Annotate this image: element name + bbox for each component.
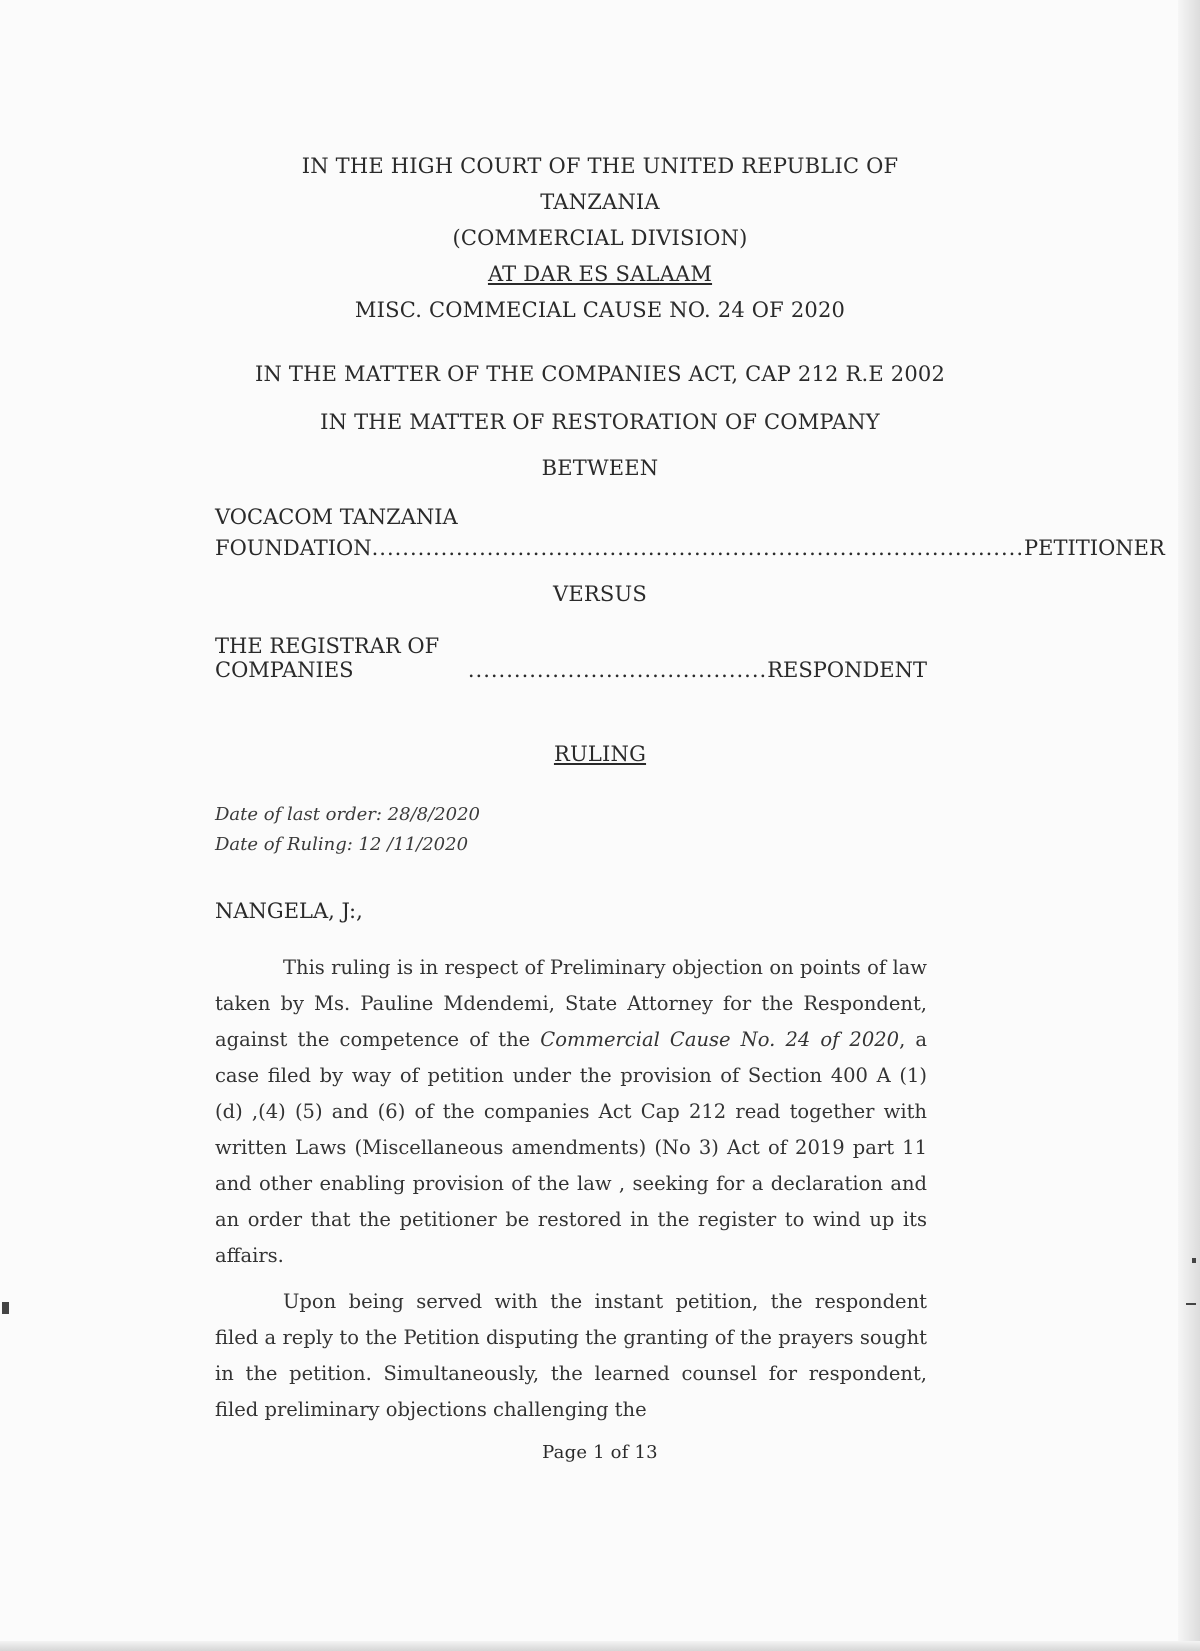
date-last-order: Date of last order: 28/8/2020: [215, 804, 480, 825]
petitioner-role: PETITIONER: [1024, 536, 1165, 560]
petitioner-line: [215, 536, 1165, 560]
matter-restoration: IN THE MATTER OF RESTORATION OF COMPANY: [320, 410, 880, 434]
paragraph-1: This ruling is in respect of Preliminary objection on points of law taken by Ms. Pauline Mdendemi, State Attorney for the Respondent, against the competence of the Commercial Cause No. 24 of 2020, a case filed by way of petition under the provision of Section 400 A (1) (d) ,(4) (5) and (6) of the companies Act Cap 212 read together with written Laws (Miscellaneous amendments) (No 3) Act of 2019 part 11 and other enabling provision of the law , seeking for a declaration and an order that the petitioner be restored in the register to wind up its affairs.: [215, 956, 927, 1267]
ruling-title: RULING: [553, 742, 647, 766]
versus-label: VERSUS: [553, 582, 647, 606]
between-label: BETWEEN: [541, 456, 659, 480]
division: (COMMERCIAL DIVISION): [452, 226, 748, 250]
scan-mark-right: [1192, 1258, 1196, 1263]
court-title-line2: TANZANIA: [540, 190, 660, 214]
paragraph-2: Upon being served with the instant petition, the respondent filed a reply to the Petition disputing the granting of the prayers sought in the petition. Simultaneously, the learned counsel for respondent, filed preliminary objections challenging the: [215, 1290, 927, 1421]
respondent-role: RESPONDENT: [767, 658, 927, 682]
respondent-leader: .......................................: [467, 658, 768, 682]
scan-edge-bottom: [0, 1641, 1200, 1651]
page-number: Page 1 of 13: [542, 1442, 658, 1463]
court-title-line1: IN THE HIGH COURT OF THE UNITED REPUBLIC OF: [301, 154, 899, 178]
petitioner-name-cont: FOUNDATION: [215, 536, 372, 560]
judge-name: NANGELA, J:,: [215, 899, 363, 923]
case-reference: Commercial Cause No. 24 of 2020: [540, 1028, 900, 1051]
date-of-ruling: Date of Ruling: 12 /11/2020: [215, 834, 469, 855]
scan-mark-left: [2, 1302, 9, 1314]
petitioner-name: VOCACOM TANZANIA: [215, 505, 458, 529]
matter-act: IN THE MATTER OF THE COMPANIES ACT, CAP 212 R.E 2002: [254, 362, 946, 386]
petitioner-leader: .....................................................................................: [371, 536, 1025, 560]
respondent-name: THE REGISTRAR OF COMPANIES: [215, 634, 440, 682]
scan-mark-right-2: [1186, 1303, 1196, 1305]
respondent-line: [215, 634, 927, 682]
cause-number: MISC. COMMECIAL CAUSE NO. 24 OF 2020: [354, 298, 846, 322]
court-location: AT DAR ES SALAAM: [487, 262, 713, 286]
